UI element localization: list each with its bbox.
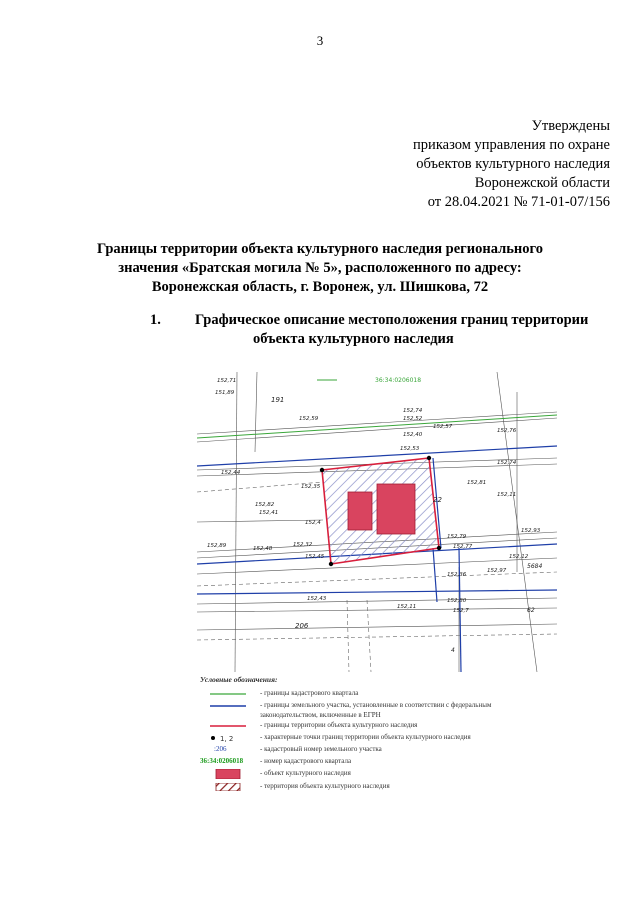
legend xyxy=(200,675,540,794)
svg-text:152,79: 152,79 xyxy=(447,534,467,540)
svg-text:151,89: 151,89 xyxy=(215,390,235,396)
point-symbol-text: 1, 2 xyxy=(220,735,234,742)
svg-text:152,7: 152,7 xyxy=(453,608,469,614)
approval-line: приказом управления по охране xyxy=(413,137,610,153)
document-title xyxy=(40,240,600,297)
svg-text:152,74: 152,74 xyxy=(497,460,517,466)
legend-label: - характерные точки границ территории объекта культурного наследия xyxy=(260,733,471,741)
legend-label-continued: законодательством, включенные в ЕГРН xyxy=(260,711,381,719)
svg-text:152,82: 152,82 xyxy=(255,502,275,508)
cultural-heritage-object xyxy=(348,492,372,530)
approval-line: Утверждены xyxy=(531,118,610,134)
legend-label: - границы земельного участка, установленные в соответствии с федеральным xyxy=(260,701,492,709)
approval-line: от 28.04.2021 № 71-01-07/156 xyxy=(427,194,610,210)
svg-text:191: 191 xyxy=(271,396,285,404)
cadastral-map xyxy=(197,372,557,672)
svg-text:152,80: 152,80 xyxy=(447,598,467,604)
svg-text:152,57: 152,57 xyxy=(433,424,453,430)
legend-item xyxy=(200,744,540,756)
cultural-heritage-object xyxy=(377,484,415,534)
legend-item xyxy=(200,720,540,732)
legend-item xyxy=(200,768,540,781)
svg-text:152,77: 152,77 xyxy=(453,544,473,550)
title-line: значения «Братская могила № 5», расположенного по адресу: xyxy=(118,260,522,276)
title-line: Границы территории объекта культурного наследия регионального xyxy=(97,241,543,257)
approval-line: Воронежской области xyxy=(474,175,610,191)
section-number: 1. xyxy=(150,312,161,328)
blue-line-symbol xyxy=(210,702,246,710)
title-line: Воронежская область, г. Воронеж, ул. Шишкова, 72 xyxy=(151,279,489,295)
svg-text:152,36: 152,36 xyxy=(447,572,467,578)
svg-text:152,41: 152,41 xyxy=(259,510,279,516)
svg-text:152,35: 152,35 xyxy=(301,484,321,490)
section-title-line: Графическое описание местоположения границ территории xyxy=(195,312,589,328)
svg-text:152,43: 152,43 xyxy=(307,596,327,602)
svg-text:152,59: 152,59 xyxy=(299,416,319,422)
territory-symbol xyxy=(210,783,246,791)
svg-text:62: 62 xyxy=(527,607,535,614)
svg-text:152,89: 152,89 xyxy=(207,543,227,549)
svg-text:22: 22 xyxy=(433,496,442,504)
svg-text:206: 206 xyxy=(295,622,309,630)
legend-item xyxy=(200,756,540,768)
svg-text:152,74: 152,74 xyxy=(403,408,423,414)
legend-item xyxy=(200,732,540,744)
svg-text:152,12: 152,12 xyxy=(509,554,529,560)
svg-text:152,97: 152,97 xyxy=(487,568,507,574)
legend-label: - территория объекта культурного наследия xyxy=(260,782,390,790)
point-symbol xyxy=(210,734,246,742)
quarter-number-symbol: 36:34:0206018 xyxy=(200,757,244,765)
svg-text:152,52: 152,52 xyxy=(403,416,423,422)
legend-item xyxy=(200,688,540,700)
parcel-number-symbol: :206 xyxy=(214,745,227,753)
section-title-line: объекта культурного наследия xyxy=(253,331,454,347)
svg-text:152,48: 152,48 xyxy=(253,546,273,552)
svg-text:152,93: 152,93 xyxy=(521,528,541,534)
object-symbol xyxy=(210,769,246,779)
svg-text:152,11: 152,11 xyxy=(397,604,417,610)
svg-text:152,4: 152,4 xyxy=(305,520,321,526)
legend-label: - номер кадастрового квартала xyxy=(260,757,352,765)
svg-text:5684: 5684 xyxy=(527,563,543,570)
quarter-number-label: 36:34:0206018 xyxy=(375,377,422,384)
legend-item xyxy=(200,781,540,794)
svg-text:4: 4 xyxy=(451,647,455,654)
svg-text:152,71: 152,71 xyxy=(217,378,237,384)
svg-text:152,81: 152,81 xyxy=(467,480,487,486)
svg-text:152,44: 152,44 xyxy=(221,470,241,476)
svg-text:152,45: 152,45 xyxy=(305,554,325,560)
approval-block xyxy=(350,117,610,212)
legend-item xyxy=(200,700,540,720)
svg-text:152,53: 152,53 xyxy=(400,446,420,452)
svg-text:152,32: 152,32 xyxy=(293,542,313,548)
approval-line: объектов культурного наследия xyxy=(416,156,610,172)
red-line-symbol xyxy=(210,722,246,730)
legend-label: - кадастровый номер земельного участка xyxy=(260,745,382,753)
green-line-symbol xyxy=(210,690,246,698)
legend-label: - объект культурного наследия xyxy=(260,769,351,777)
legend-heading: Условные обозначения: xyxy=(200,675,278,684)
legend-label: - границы территории объекта культурного наследия xyxy=(260,721,418,729)
svg-text:152,11: 152,11 xyxy=(497,492,517,498)
svg-text:152,40: 152,40 xyxy=(403,432,423,438)
svg-text:152,76: 152,76 xyxy=(497,428,517,434)
legend-label: - границы кадастрового квартала xyxy=(260,689,359,697)
page-number: 3 xyxy=(316,33,324,48)
